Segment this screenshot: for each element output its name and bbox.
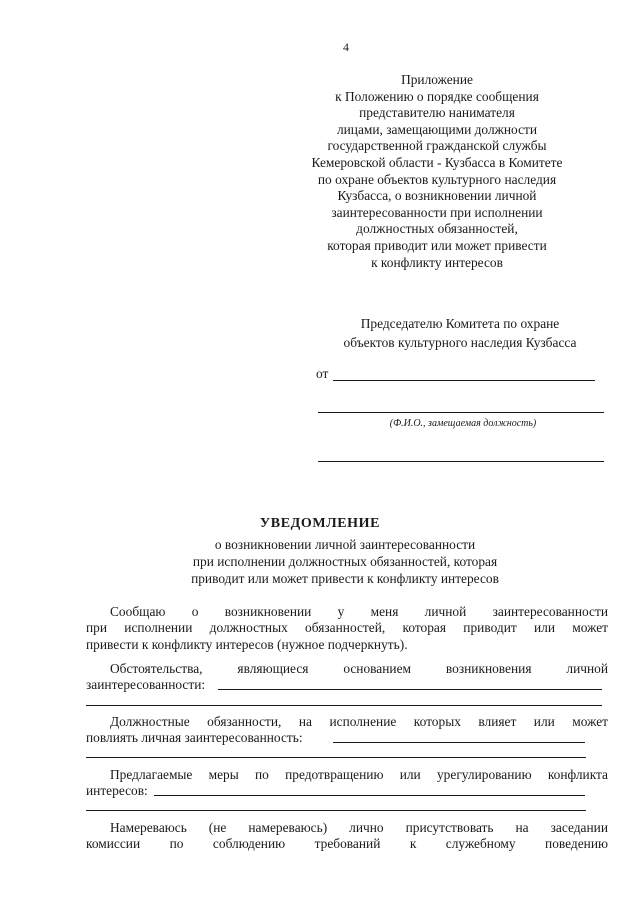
subtitle-line: приводит или может привести к конфликту интересов <box>191 571 499 586</box>
paragraph-line: Предлагаемые меры по предотвращению или урегулированию конфликта <box>110 767 608 782</box>
duties-field-line[interactable] <box>333 742 585 743</box>
appendix-line: должностных обязанностей, <box>356 221 518 237</box>
appendix-line: Кемеровской области - Кузбасса в Комитете <box>311 154 563 170</box>
appendix-line: по охране объектов культурного наследия <box>317 171 557 187</box>
duties-field-line-2[interactable] <box>86 757 586 758</box>
appendix-line: к конфликту интересов <box>371 254 503 270</box>
paragraph-intent <box>86 820 608 853</box>
document-title: УВЕДОМЛЕНИЕ <box>259 516 381 531</box>
paragraph-line <box>86 677 608 693</box>
appendix-line: Кузбасса, о возникновении личной <box>337 188 537 204</box>
paragraph-line: Сообщаю о возникновении у меня личной заинтересованности <box>110 604 608 619</box>
measures-field-line-2[interactable] <box>86 810 586 811</box>
addressee-block <box>300 314 620 352</box>
appendix-line: заинтересованности при исполнении <box>331 204 543 220</box>
paragraph-line: Намереваюсь (не намереваюсь) лично присутствовать на заседании <box>110 820 608 835</box>
appendix-line: Приложение <box>401 72 473 87</box>
circumstances-label: заинтересованности: <box>86 677 206 693</box>
from-field-line-3[interactable] <box>318 461 604 462</box>
subtitle-line: о возникновении личной заинтересованности <box>214 537 476 552</box>
circumstances-field-line-2[interactable] <box>86 705 602 706</box>
circumstances-field-line[interactable] <box>218 689 602 690</box>
from-field-line[interactable] <box>333 380 595 381</box>
document-subtitle <box>120 536 570 587</box>
appendix-line: которая приводит или может привести <box>327 237 547 253</box>
paragraph-line <box>86 783 608 799</box>
addressee-line: объектов культурного наследия Кузбасса <box>343 335 577 350</box>
paragraph-line: привести к конфликту интересов (нужное подчеркнуть). <box>86 636 408 652</box>
from-field-line-2[interactable] <box>318 412 604 413</box>
appendix-header <box>260 72 614 271</box>
paragraph-line: Должностные обязанности, на исполнение которых влияет или может <box>110 714 608 729</box>
appendix-line: государственной гражданской службы <box>327 138 547 154</box>
page-number: 4 <box>343 40 349 54</box>
appendix-line: лицами, замещающими должности <box>336 121 538 137</box>
paragraph-line: при исполнении должностных обязанностей, которая приводит или может <box>86 620 608 636</box>
appendix-line: к Положению о порядке сообщения <box>335 88 539 104</box>
addressee-line: Председателю Комитета по охране <box>360 316 560 331</box>
paragraph-line <box>86 730 608 746</box>
measures-label: интересов: <box>86 783 148 799</box>
appendix-line: представителю нанимателя <box>359 105 515 121</box>
paragraph-line: Обстоятельства, являющиеся основанием возникновения личной <box>110 661 608 676</box>
paragraph-line: комиссии по соблюдению требований к служебному поведению <box>86 836 608 852</box>
fio-caption: (Ф.И.О., замещаемая должность) <box>389 418 537 429</box>
duties-label: повлиять личная заинтересованность: <box>86 730 303 746</box>
from-label: от <box>316 366 329 381</box>
paragraph-notification <box>86 604 608 653</box>
measures-field-line[interactable] <box>154 795 585 796</box>
subtitle-line: при исполнении должностных обязанностей, которая <box>192 554 498 569</box>
